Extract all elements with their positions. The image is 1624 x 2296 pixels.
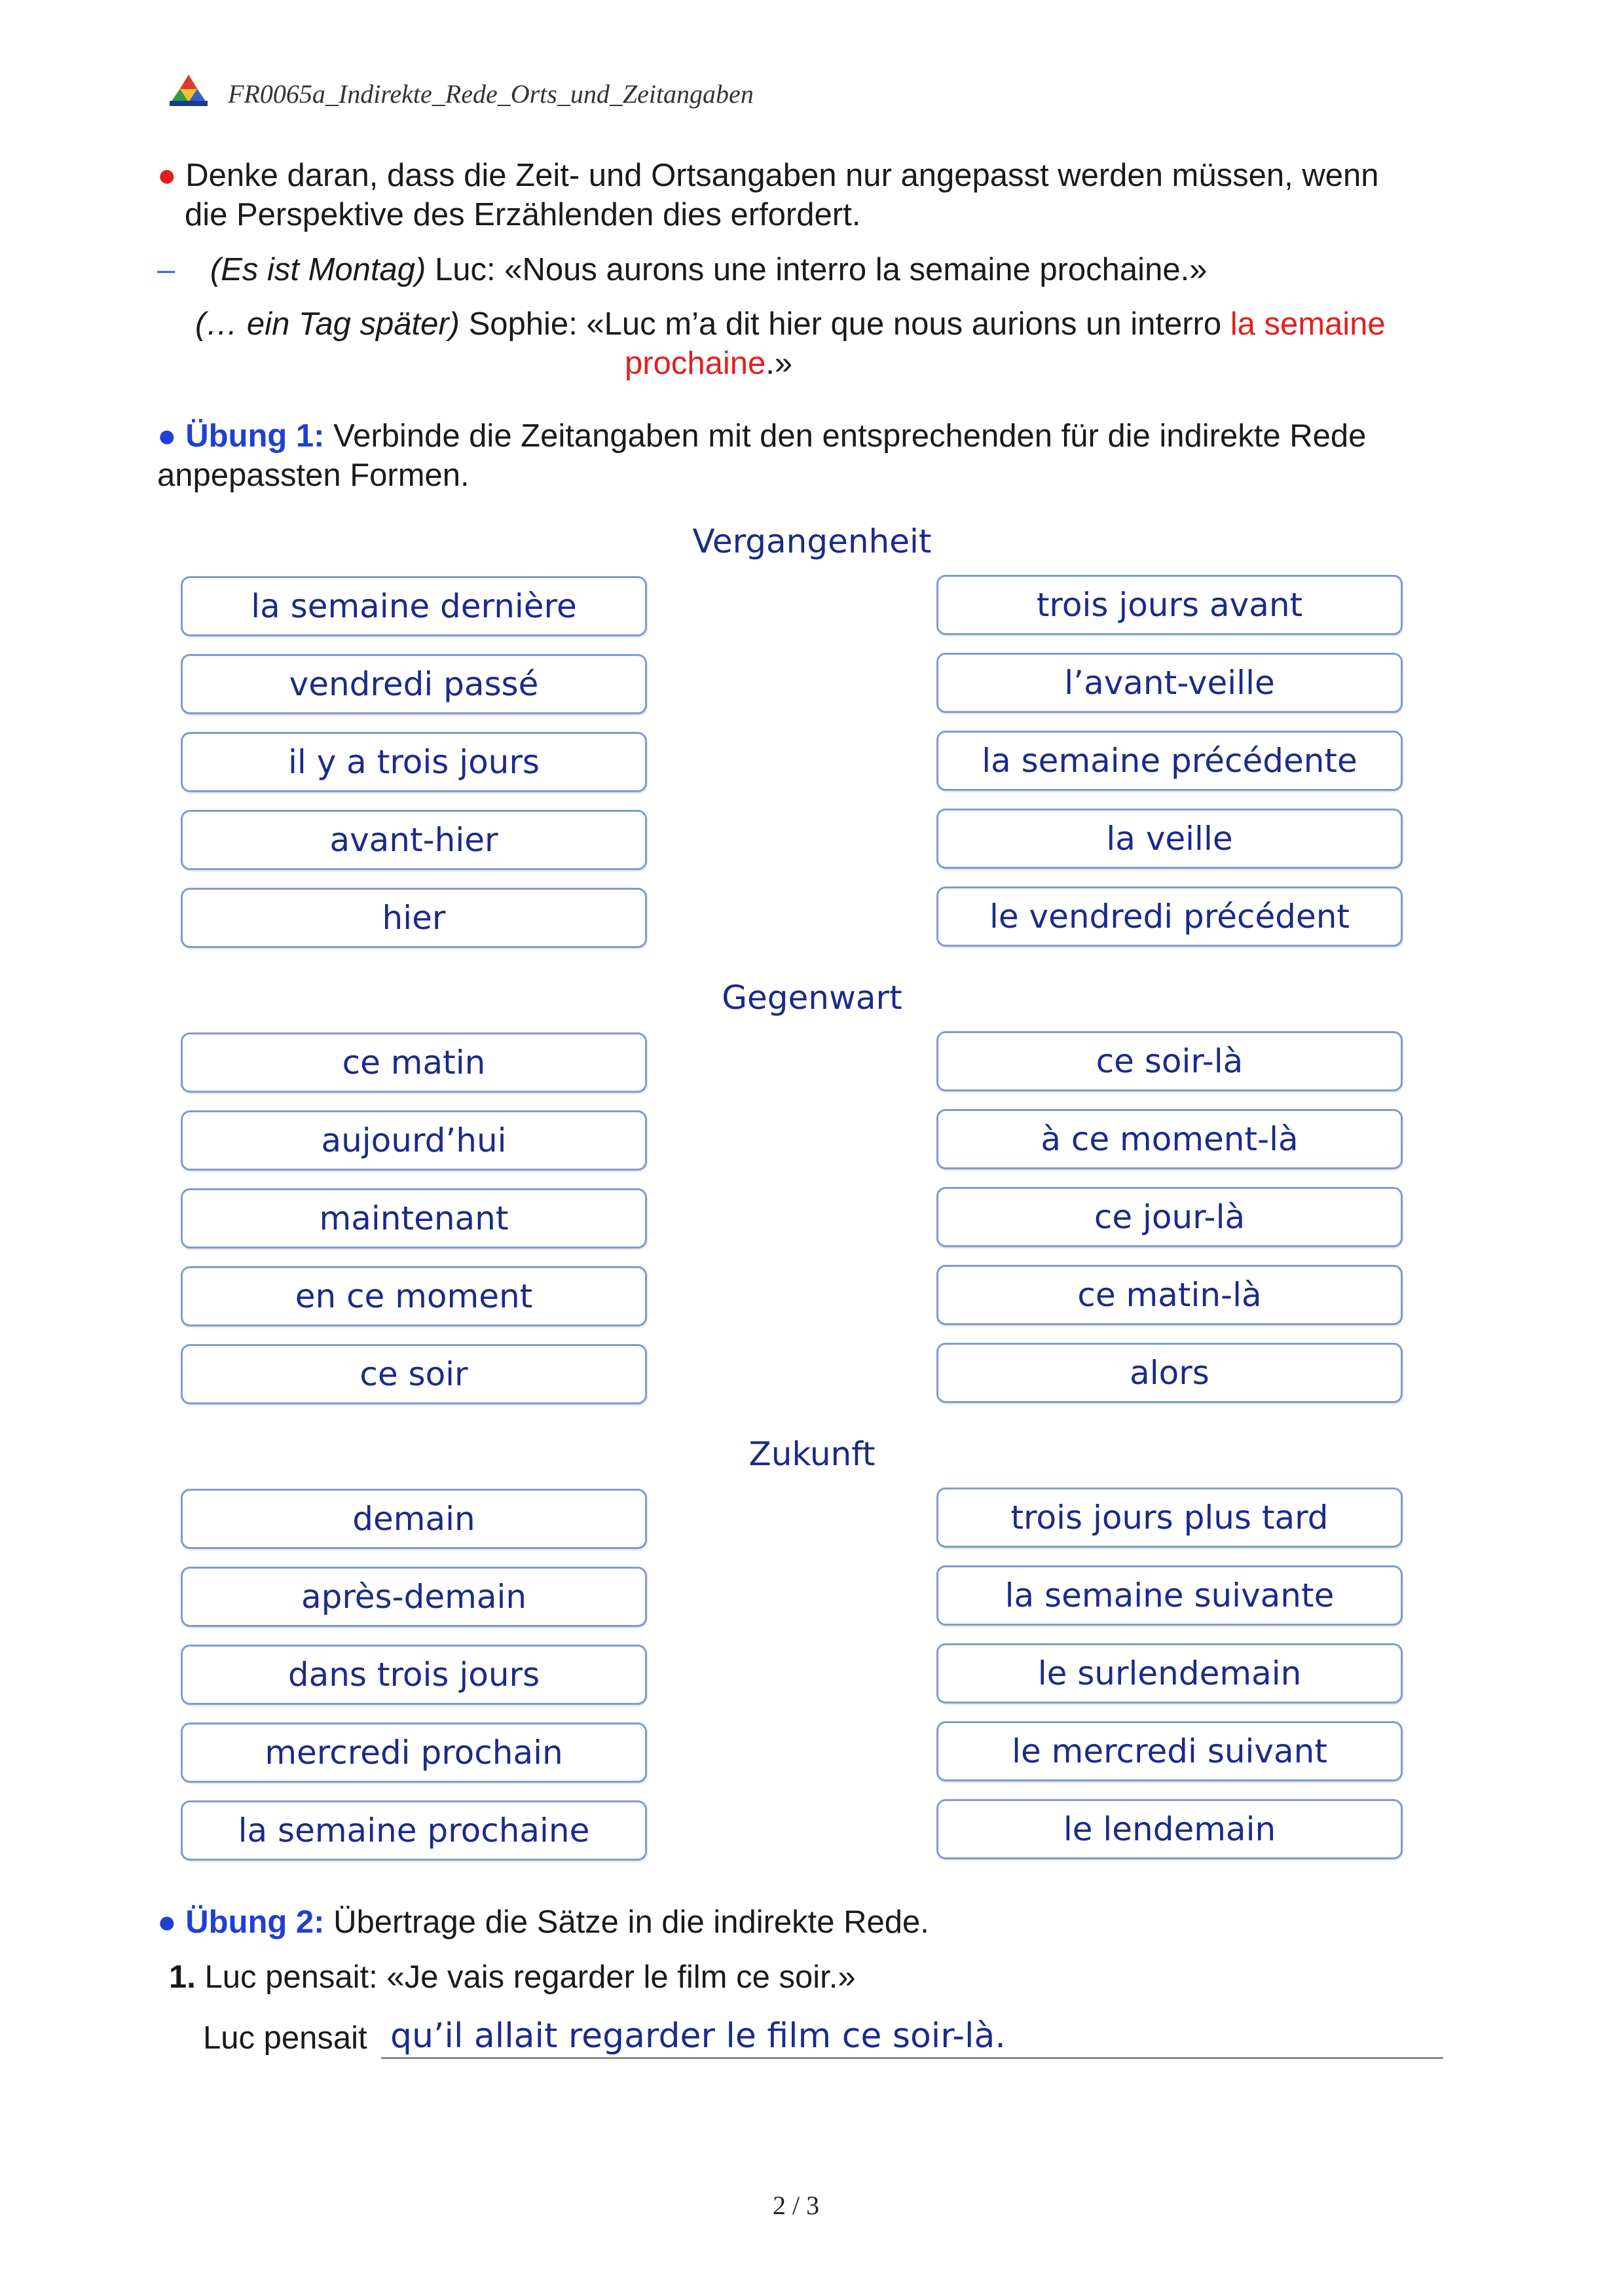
left-box-vergangenheit-4[interactable]: avant-hier bbox=[181, 810, 647, 870]
exercise-2-instruction bbox=[157, 1903, 929, 1942]
exercise-2-text: Übertrage die Sätze in die indirekte Rede. bbox=[324, 1904, 929, 1940]
exercise-2-label: ● Übung 2: bbox=[157, 1904, 325, 1940]
answer-underline bbox=[381, 2057, 1443, 2059]
left-box-zukunft-3[interactable]: dans trois jours bbox=[181, 1645, 647, 1705]
section-title-vergangenheit: Vergangenheit bbox=[692, 522, 932, 560]
colorful-triangle-logo-icon bbox=[167, 73, 210, 107]
left-box-gegenwart-1[interactable]: ce matin bbox=[181, 1032, 647, 1093]
example-context-1: (Es ist Montag) bbox=[210, 252, 426, 287]
left-box-gegenwart-5[interactable]: ce soir bbox=[181, 1344, 647, 1404]
intro-bullet: ● bbox=[157, 158, 177, 193]
left-box-zukunft-5[interactable]: la semaine prochaine bbox=[181, 1800, 647, 1861]
example-context-2: (… ein Tag später) bbox=[195, 306, 460, 342]
example-highlight-a: la semaine bbox=[1230, 306, 1386, 342]
exercise-1-text-1: Verbinde die Zeitangaben mit den entsprechenden für die indirekte Rede bbox=[324, 418, 1367, 454]
right-box-vergangenheit-4[interactable]: la veille bbox=[936, 809, 1403, 869]
left-box-zukunft-4[interactable]: mercredi prochain bbox=[181, 1722, 647, 1783]
right-box-gegenwart-4[interactable]: ce matin-là bbox=[936, 1265, 1403, 1325]
right-box-zukunft-3[interactable]: le surlendemain bbox=[936, 1643, 1403, 1704]
right-box-vergangenheit-3[interactable]: la semaine précédente bbox=[936, 731, 1403, 791]
page-number: 2 / 3 bbox=[773, 2191, 820, 2220]
right-box-zukunft-4[interactable]: le mercredi suivant bbox=[936, 1721, 1403, 1781]
right-box-gegenwart-3[interactable]: ce jour-là bbox=[936, 1187, 1403, 1247]
right-box-vergangenheit-2[interactable]: l’avant-veille bbox=[936, 653, 1403, 713]
right-box-vergangenheit-1[interactable]: trois jours avant bbox=[936, 575, 1403, 635]
example-line-2 bbox=[195, 304, 1386, 344]
exercise-1-instruction bbox=[157, 416, 1467, 495]
example-highlight-b: prochaine bbox=[625, 346, 766, 381]
right-box-vergangenheit-5[interactable]: le vendredi précédent bbox=[936, 886, 1403, 947]
left-box-vergangenheit-2[interactable]: vendredi passé bbox=[181, 654, 647, 714]
right-box-gegenwart-2[interactable]: à ce moment-là bbox=[936, 1109, 1403, 1169]
left-box-vergangenheit-5[interactable]: hier bbox=[181, 888, 647, 948]
left-box-gegenwart-3[interactable]: maintenant bbox=[181, 1188, 647, 1248]
right-box-zukunft-5[interactable]: le lendemain bbox=[936, 1799, 1403, 1859]
example-line-3 bbox=[625, 344, 792, 383]
example-end: .» bbox=[766, 346, 793, 381]
answer-field[interactable]: qu’il allait regarder le film ce soir-là. bbox=[390, 2016, 1006, 2056]
exercise-2-item-text: Luc pensait: «Je vais regarder le film ce soir.» bbox=[195, 1959, 856, 1995]
document-title: FR0065a_Indirekte_Rede_Orts_und_Zeitangaben bbox=[228, 79, 754, 109]
example-speech-1: Luc: «Nous aurons une interro la semaine prochaine.» bbox=[426, 252, 1208, 287]
left-box-zukunft-2[interactable]: après-demain bbox=[181, 1567, 647, 1627]
right-box-gegenwart-5[interactable]: alors bbox=[936, 1343, 1403, 1403]
example-line-1 bbox=[157, 250, 1207, 289]
answer-prefix: Luc pensait bbox=[203, 2020, 367, 2056]
left-box-vergangenheit-3[interactable]: il y a trois jours bbox=[181, 732, 647, 792]
exercise-2-item-1 bbox=[169, 1958, 856, 1997]
intro-note bbox=[157, 156, 1467, 234]
section-title-gegenwart: Gegenwart bbox=[722, 979, 902, 1017]
right-box-zukunft-2[interactable]: la semaine suivante bbox=[936, 1565, 1403, 1626]
exercise-1-label: ● Übung 1: bbox=[157, 418, 325, 454]
left-box-zukunft-1[interactable]: demain bbox=[181, 1489, 647, 1549]
example-speech-2: Sophie: «Luc m’a dit hier que nous aurions un interro bbox=[460, 306, 1230, 342]
left-box-gegenwart-2[interactable]: aujourd’hui bbox=[181, 1110, 647, 1171]
section-title-zukunft: Zukunft bbox=[748, 1435, 876, 1473]
right-box-gegenwart-1[interactable]: ce soir-là bbox=[936, 1031, 1403, 1091]
right-box-zukunft-1[interactable]: trois jours plus tard bbox=[936, 1487, 1403, 1548]
example-dash: – bbox=[157, 252, 175, 287]
intro-line-1: Denke daran, dass die Zeit- und Ortsangaben nur angepasst werden müssen, wenn bbox=[185, 158, 1379, 193]
left-box-gegenwart-4[interactable]: en ce moment bbox=[181, 1266, 647, 1326]
intro-line-2: die Perspektive des Erzählenden dies erfordert. bbox=[185, 197, 861, 232]
header-logo bbox=[167, 73, 210, 107]
exercise-1-text-2: anpepassten Formen. bbox=[157, 458, 470, 493]
exercise-2-item-number: 1. bbox=[169, 1959, 196, 1995]
left-box-vergangenheit-1[interactable]: la semaine dernière bbox=[181, 576, 647, 636]
